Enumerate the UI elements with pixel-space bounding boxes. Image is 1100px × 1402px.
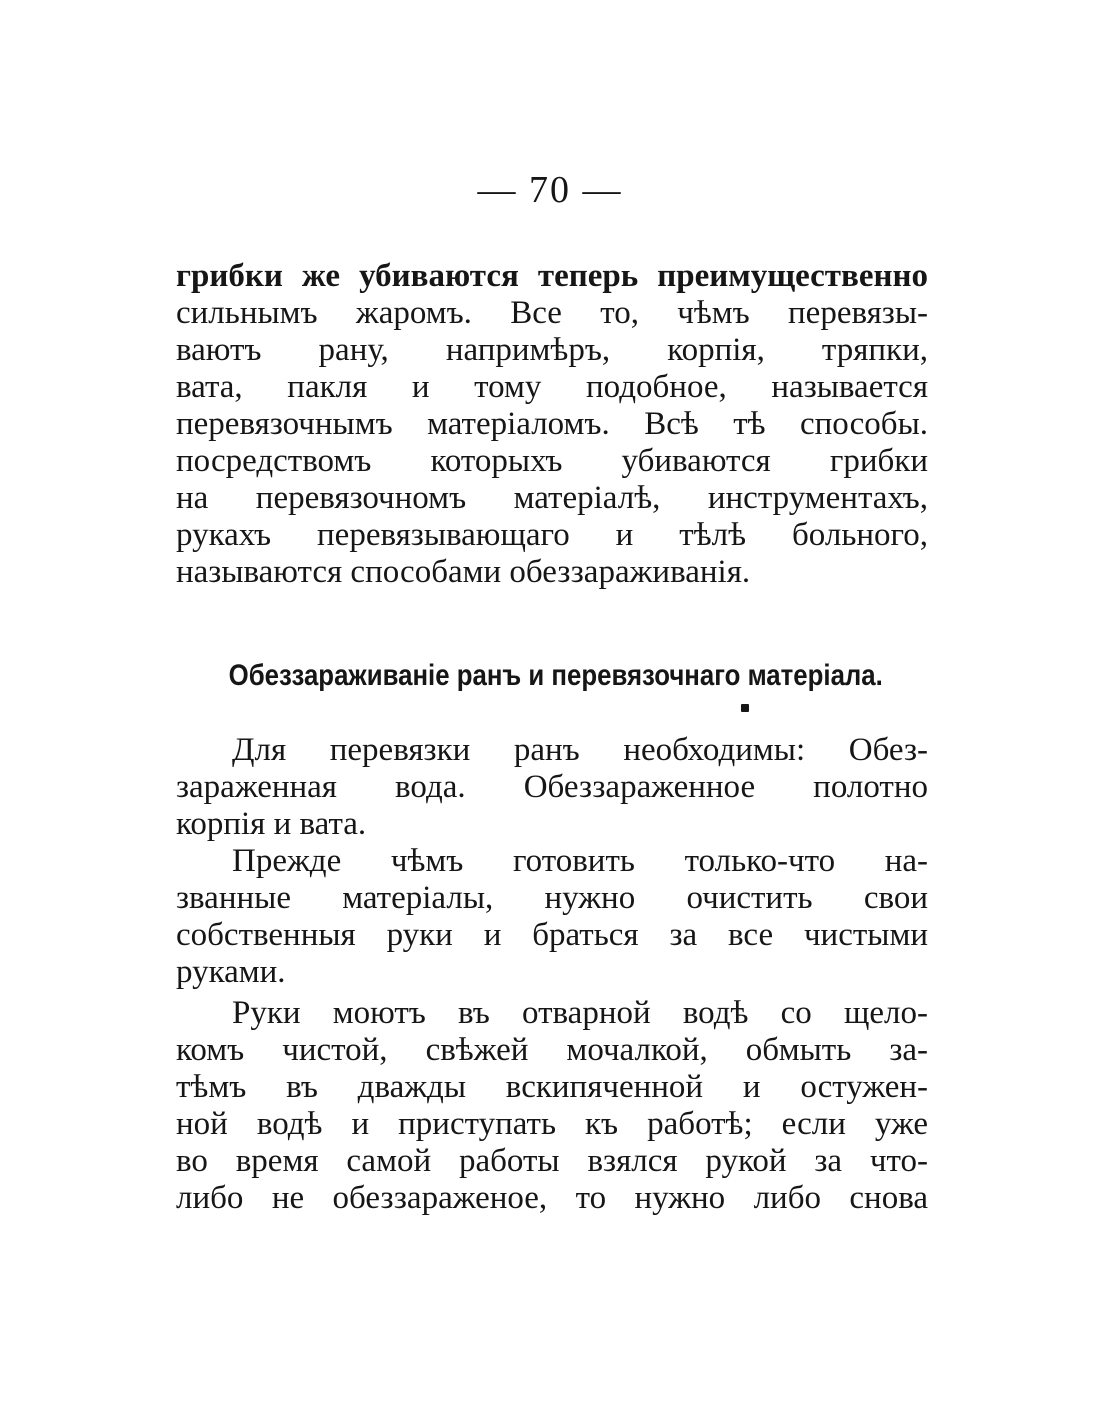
paragraph-line: Прежде чѣмъ готовить только-что на- [232, 843, 928, 879]
paragraph-line: Для перевязки ранъ необходимы: Обез- [232, 732, 928, 768]
paragraph-line: званные матеріалы, нужно очистить свои [176, 880, 928, 916]
section-heading: Обеззараживаніе ранъ и перевязочнаго матеріала. [228, 659, 883, 692]
paragraph-line: сильнымъ жаромъ. Все то, чѣмъ перевязы- [176, 295, 928, 331]
page-number: — 70 — [477, 169, 623, 211]
paragraph-line: тѣмъ въ дважды вскипяченной и остужен- [176, 1069, 928, 1105]
paragraph-line: руками. [176, 954, 286, 990]
paragraph-line: зараженная вода. Обеззараженное полотно [176, 769, 928, 805]
paragraph-4 [176, 995, 928, 1217]
paragraph-line: называются способами обеззараживанія. [176, 554, 751, 590]
paragraph-1 [176, 258, 928, 591]
paragraph-line: посредствомъ которыхъ убиваются грибки [176, 443, 928, 479]
paragraph-line: либо не обеззараженое, то нужно либо снова [176, 1180, 928, 1216]
print-speck [741, 704, 749, 712]
paragraph-line: Руки моютъ въ отварной водѣ со щело- [232, 995, 928, 1031]
paragraph-line: на перевязочномъ матеріалѣ, инструментахъ, [176, 480, 928, 516]
paragraph-line: комъ чистой, свѣжей мочалкой, обмыть за- [176, 1032, 928, 1068]
paragraph-line: ной водѣ и приступать къ работѣ; если уже [176, 1106, 928, 1142]
paragraph-line: корпія и вата. [176, 806, 367, 842]
paragraph-line: перевязочнымъ матеріаломъ. Всѣ тѣ способы. [176, 406, 928, 442]
paragraph-line: во время самой работы взялся рукой за что- [176, 1143, 928, 1179]
paragraph-line: вата, пакля и тому подобное, называется [176, 369, 928, 405]
paragraph-line: собственныя руки и браться за все чистыми [176, 917, 928, 953]
paragraph-2 [176, 732, 928, 843]
paragraph-line: рукахъ перевязывающаго и тѣлѣ больного, [176, 517, 928, 553]
paragraph-line: грибки же убиваются теперь преимущественно [176, 258, 928, 294]
paragraph-line: ваютъ рану, напримѣръ, корпія, тряпки, [176, 332, 928, 368]
paragraph-3 [176, 843, 928, 991]
